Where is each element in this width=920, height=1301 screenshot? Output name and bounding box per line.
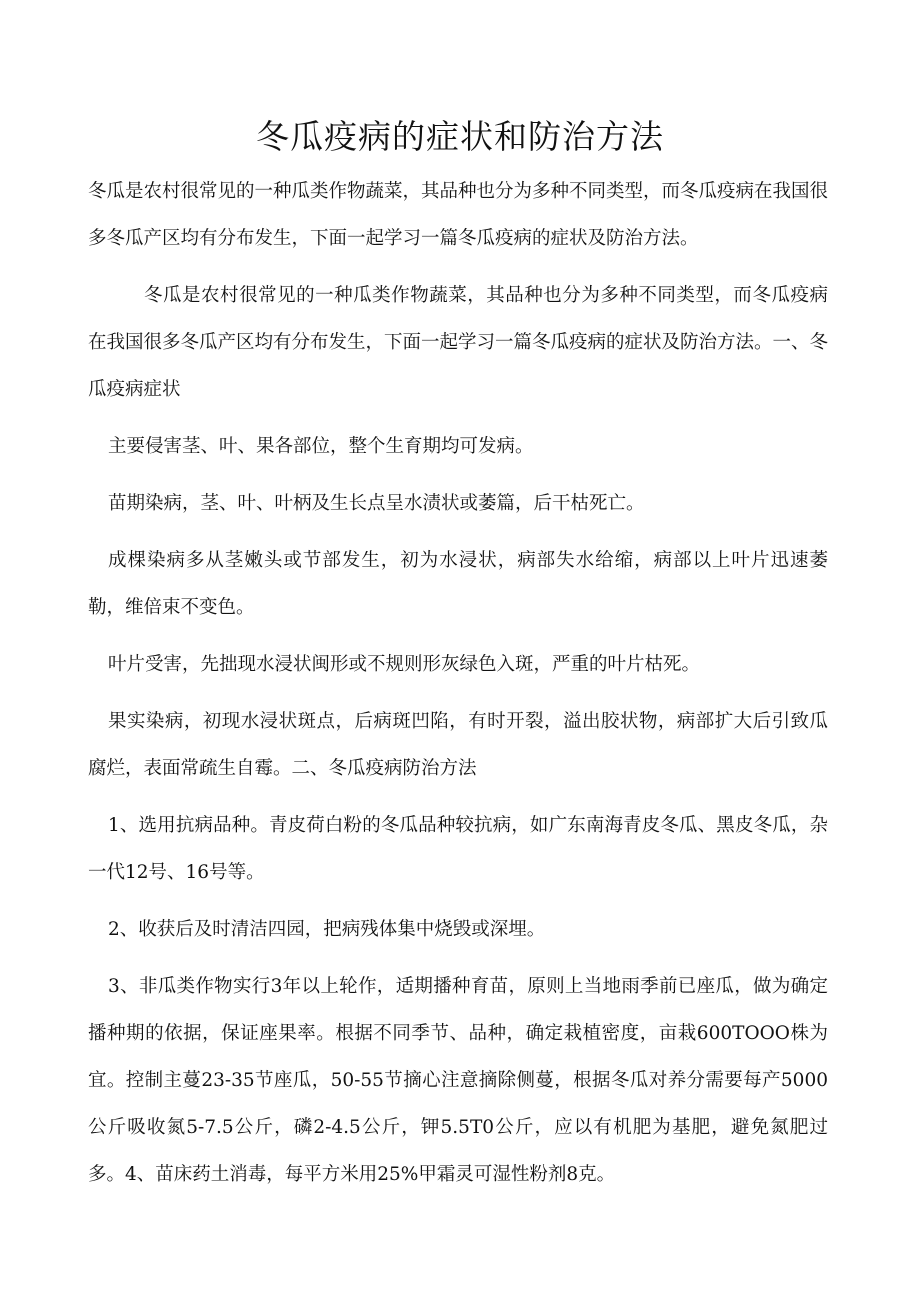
symptom-paragraph-fruit: 果实染病，初现水浸状斑点，后病斑凹陷，有时开裂，溢出胶状物，病部扩大后引致瓜腐烂，表面常疏生自霉。二、冬瓜疫病防治方法 xyxy=(88,711,828,779)
document-body xyxy=(88,168,828,1208)
intro-paragraph: 冬瓜是农村很常见的一种瓜类作物蔬菜，其品种也分为多种不同类型，而冬瓜疫病在我国很多冬瓜产区均有分布发生，下面一起学习一篇冬瓜疫病的症状及防治方法。 xyxy=(88,181,829,249)
prevention-paragraph-1: 1、选用抗病品种。青皮荷白粉的冬瓜品种较抗病，如广东南海青皮冬瓜、黑皮冬瓜，杂一代12号、16号等。 xyxy=(88,815,828,883)
symptom-paragraph-seedling: 苗期染病，茎、叶、叶柄及生长点呈水渍状或萎篇，后干枯死亡。 xyxy=(108,493,645,514)
symptom-paragraph-affected-parts: 主要侵害茎、叶、果各部位，整个生育期均可发病。 xyxy=(108,436,534,457)
symptoms-heading-paragraph: 冬瓜是农村很常见的一种瓜类作物蔬菜，其品种也分为多种不同类型，而冬瓜疫病在我国很多冬瓜产区均有分布发生，下面一起学习一篇冬瓜疫病的症状及防治方法。一、冬瓜疫病症状 xyxy=(88,285,829,400)
document-title: 冬瓜疫病的症状和防治方法 xyxy=(256,117,664,156)
symptom-paragraph-mature-plant: 成棵染病多从茎嫩头或节部发生，初为水浸状，病部失水给缩，病部以上叶片迅速萎勒，维倍束不变色。 xyxy=(88,550,828,618)
prevention-paragraph-3: 3、非瓜类作物实行3年以上轮作，适期播种育苗，原则上当地雨季前已座瓜，做为确定播种期的依据，保证座果率。根据不同季节、品种，确定栽植密度，亩栽600TOOO株为宜。控制主蔓23-35节座瓜，50-55节摘心注意摘除侧蔓，根据冬瓜对养分需要每产5000公斤吸收氮5-7.5公斤，磷2-4.5公斤，钾5.5T0公斤，应以有机肥为基肥，避免氮肥过多。4、苗床药土消毒，每平方米用25%甲霜灵可湿性粉剂8克。 xyxy=(88,976,828,1185)
prevention-paragraph-2: 2、收获后及时清洁四园，把病残体集中烧毁或深埋。 xyxy=(108,919,546,940)
symptom-paragraph-leaf: 叶片受害，先拙现水浸状闽形或不规则形灰绿色入斑，严重的叶片枯死。 xyxy=(108,654,701,675)
